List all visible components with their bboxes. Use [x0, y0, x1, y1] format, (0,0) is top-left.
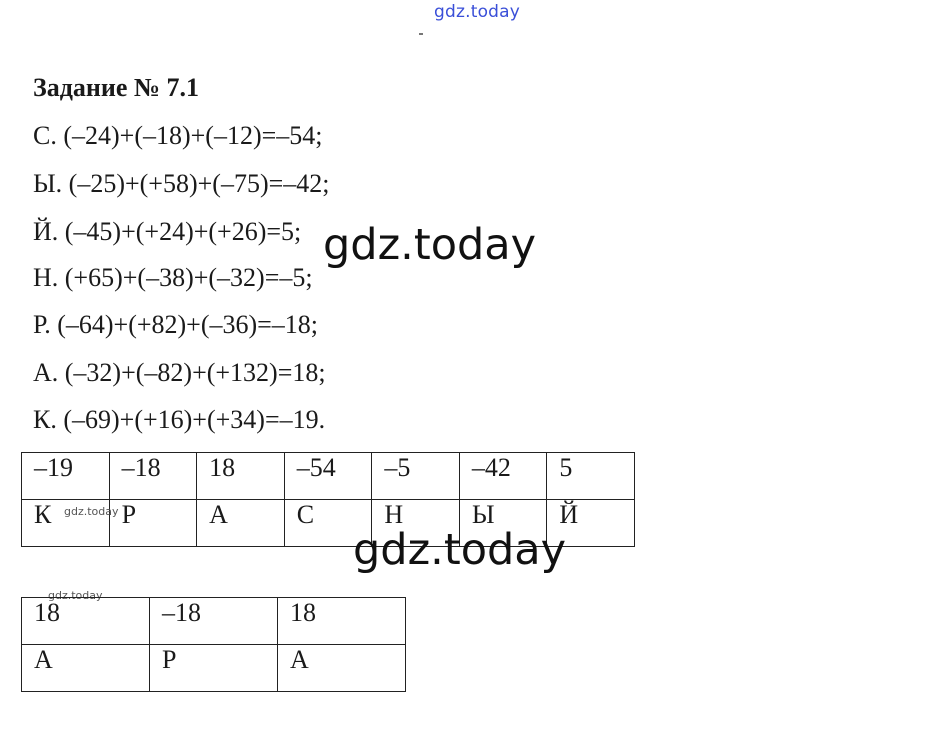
table-cell: 18	[22, 598, 150, 645]
table-cell: А	[22, 645, 150, 692]
equation-line: Н. (+65)+(–38)+(–32)=–5;	[33, 263, 313, 292]
table-cell: Ы	[459, 500, 547, 547]
table-cell: С	[284, 500, 372, 547]
task-title: Задание № 7.1	[33, 73, 200, 102]
equation-line: Ы. (–25)+(+58)+(–75)=–42;	[33, 169, 330, 198]
table-row-numbers	[22, 598, 406, 645]
equation-line: А. (–32)+(–82)+(+132)=18;	[33, 358, 326, 387]
table-cell: –18	[109, 453, 197, 500]
answer-table-2	[21, 597, 406, 692]
table-cell: Р	[109, 500, 197, 547]
table-cell: Р	[150, 645, 278, 692]
table-cell: 5	[547, 453, 635, 500]
table-row-letters	[22, 645, 406, 692]
table-cell: –18	[150, 598, 278, 645]
watermark-small: gdz.today	[48, 589, 103, 602]
table-row-numbers	[22, 453, 635, 500]
equation-line: Р. (–64)+(+82)+(–36)=–18;	[33, 310, 319, 339]
table-cell: –5	[372, 453, 460, 500]
table-cell: К	[22, 500, 110, 547]
table-cell: А	[197, 500, 285, 547]
watermark-large: gdz.today	[323, 220, 537, 270]
table-cell: 18	[278, 598, 406, 645]
watermark-small: gdz.today	[64, 505, 119, 518]
watermark-top: gdz.today	[434, 2, 521, 22]
watermark-large: gdz.today	[353, 525, 567, 575]
equation-line: К. (–69)+(+16)+(+34)=–19.	[33, 405, 326, 434]
table-cell: –19	[22, 453, 110, 500]
equation-line: С. (–24)+(–18)+(–12)=–54;	[33, 121, 323, 150]
equation-line: Й. (–45)+(+24)+(+26)=5;	[33, 217, 302, 246]
table-cell: Н	[372, 500, 460, 547]
table-cell: Й	[547, 500, 635, 547]
scan-mark	[419, 33, 423, 35]
table-cell: А	[278, 645, 406, 692]
table-cell: 18	[197, 453, 285, 500]
table-cell: –54	[284, 453, 372, 500]
table-cell: –42	[459, 453, 547, 500]
